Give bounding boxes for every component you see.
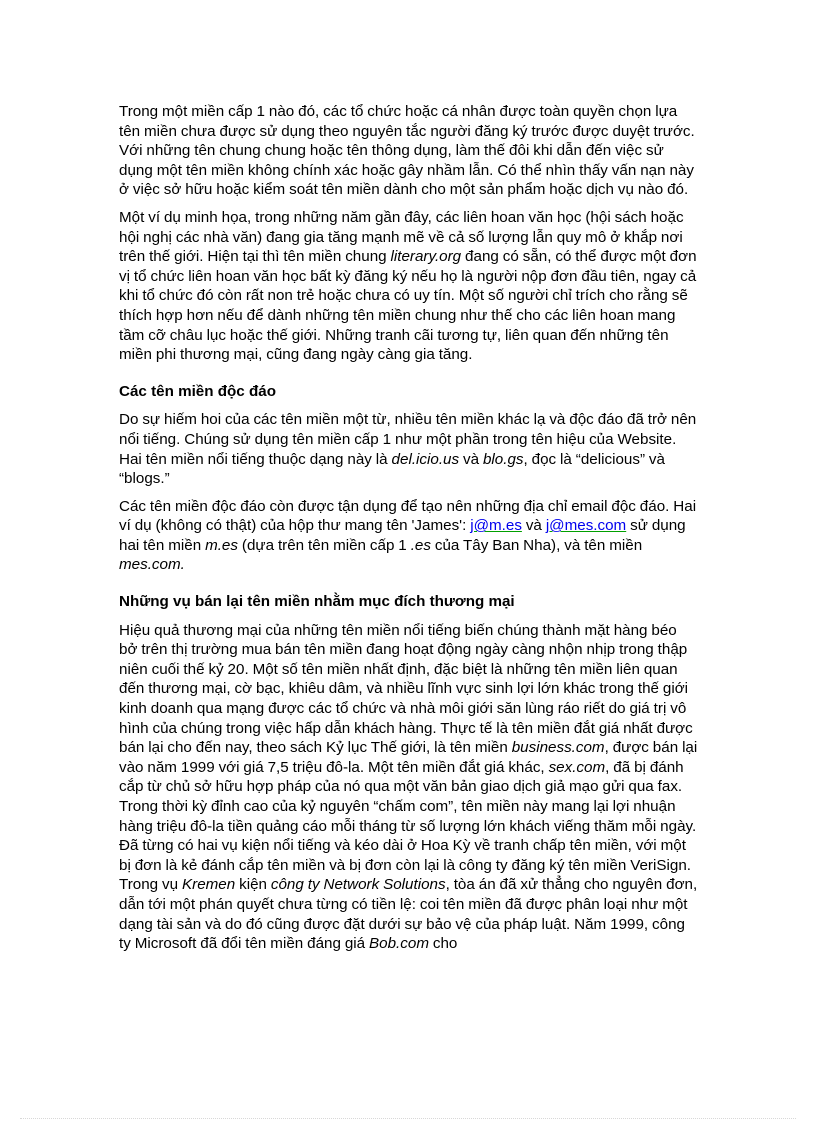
domain-name: blo.gs bbox=[482, 450, 524, 468]
text-run: Một ví dụ minh họa, trong những năm gần đây, các liên hoan văn học (hội sách hoặc hội nghị các nhà văn) đang gia tăng mạnh mẽ về cả số lượng lẫn quy mô ở khắp nơi trên thế giới. Hiện tại thì tên miền chung bbox=[119, 208, 684, 266]
domain-name: del.icio.us bbox=[391, 450, 460, 468]
paragraph-intro: Trong một miền cấp 1 nào đó, các tổ chức hoặc cá nhân được toàn quyền chọn lựa tên miền chưa được sử dụng theo nguyên tắc người đăng ký trước được duyệt trước. Với những tên chung chung hoặc tên thông dụng, làm thế đôi khi dẫn đến việc sử dụng một tên miền không chính xác hoặc gây nhầm lẫn. Có thể nhìn thấy vấn nạn này ở việc sở hữu hoặc kiểm soát tên miền dành cho một sản phẩm hoặc dịch vụ nào đó. bbox=[119, 103, 695, 199]
email-link-jmes[interactable]: j@m.es bbox=[470, 517, 522, 535]
text-run: Các tên miền độc đáo còn được tận dụng để tạo nên những địa chỉ email độc đáo. Hai ví dụ (không có thật) của hộp thư mang tên 'James': bbox=[119, 497, 697, 535]
paragraph-email-examples bbox=[119, 497, 699, 575]
paragraph-literary-example bbox=[119, 208, 699, 365]
text-run: sử dụng hai tên miền bbox=[119, 517, 686, 554]
domain-name: sex.com bbox=[548, 758, 606, 776]
domain-name: Bob.com bbox=[369, 935, 429, 953]
page-bottom-divider bbox=[20, 1118, 796, 1119]
heading-unique-domains: Các tên miền độc đáo bbox=[119, 382, 276, 400]
document-page bbox=[119, 102, 699, 962]
paragraph-unique-domains bbox=[119, 410, 699, 488]
text-run: Hiệu quả thương mại của những tên miền nổi tiếng biến chúng thành mặt hàng béo bở trên thị trường mua bán tên miền đang hoạt động ngày càng nhộn nhịp trong thập niên cuối thế kỷ 20. Một số tên miền nhất định, đặc biệt là những tên miền liên quan đến thương mại, cờ bạc, khiêu dâm, và nhiều lĩnh vực sinh lợi lớn khác trong thế giới kinh doanh qua mạng được các tổ chức và nhà môi giới săn lùng ráo riết do giá trị vô hình của chúng trong việc hấp dẫn khách hàng. Thực tế là tên miền đắt giá nhất được bán lại cho đến nay, theo sách Kỷ lục Thế giới, là tên miền bbox=[119, 621, 693, 757]
domain-name: m.es bbox=[205, 536, 238, 554]
text-run: đang có sẵn, có thể được một đơn vị tổ chức liên hoan văn học bất kỳ đăng ký nếu họ là người nộp đơn đầu tiên, ngay cả khi tổ chức đó còn rất non trẻ hoặc chưa có uy tín. Một số người chỉ trích cho rằng sẽ thích hợp hơn nếu để dành những tên miền chung như thế cho các liên hoan mang tầm cỡ châu lục hoặc thế giới. Những tranh cãi tương tự, liên quan đến những tên miền phi thương mại, cũng đang ngày càng gia tăng. bbox=[119, 248, 697, 364]
case-name: công ty Network Solutions bbox=[270, 876, 446, 894]
text-run: , đọc là “delicious” và “blogs.” bbox=[119, 450, 665, 488]
domain-name: literary.org bbox=[390, 248, 462, 266]
domain-name: business.com bbox=[511, 739, 605, 757]
text-run: của Tây Ban Nha), và tên miền bbox=[430, 536, 643, 554]
heading-commercial-resale: Những vụ bán lại tên miền nhằm mục đích thương mại bbox=[119, 593, 515, 611]
case-name: Kremen bbox=[182, 876, 236, 894]
email-link-jmescom[interactable]: j@mes.com bbox=[545, 517, 627, 535]
domain-name: .es bbox=[410, 536, 431, 554]
text-run: cho bbox=[428, 935, 458, 953]
text-run: và bbox=[521, 517, 546, 535]
text-run: , được bán lại vào năm 1999 với giá 7,5 triệu đô-la. Một tên miền đắt giá khác, bbox=[119, 739, 698, 776]
text-run: Do sự hiếm hoi của các tên miền một từ, nhiều tên miền khác lạ và độc đáo đã trở nên nổi tiếng. Chúng sử dụng tên miền cấp 1 như một phần trong tên hiệu của Website. Hai tên miền nổi tiếng thuộc dạng này là bbox=[119, 411, 697, 468]
paragraph-commercial-resale bbox=[119, 621, 699, 954]
text-run: và bbox=[459, 450, 483, 468]
text-run: , tòa án đã xử thẳng cho nguyên đơn, dẫn tới một phán quyết chưa từng có tiền lệ: coi tên miền đã được phân loại như một dạng tài sản và do đó cũng được đặt dưới sự bảo vệ của pháp luật. Năm 1999, công ty Microsoft đã đổi tên miền đáng giá bbox=[119, 876, 698, 953]
text-run: , đã bị đánh cắp từ chủ sở hữu hợp pháp của nó qua một văn bản giao dịch giả mạo gửi qua fax. Trong thời kỳ đỉnh cao của kỷ nguyên “chấm com”, tên miền này mang lại lợi nhuận hàng triệu đô-la tiền quảng cáo mỗi tháng từ số lượng lớn khách viếng thăm mỗi ngày. Đã từng có hai vụ kiện nổi tiếng và kéo dài ở Hoa Kỳ về tranh chấp tên miền, với một bị đơn là kẻ đánh cắp tên miền và bị đơn còn lại là công ty đăng ký tên miền VeriSign. Trong vụ bbox=[119, 758, 697, 894]
text-run: (dựa trên tên miền cấp 1 bbox=[237, 536, 411, 554]
text-run: kiện bbox=[235, 876, 271, 894]
domain-name: mes.com. bbox=[119, 556, 185, 574]
